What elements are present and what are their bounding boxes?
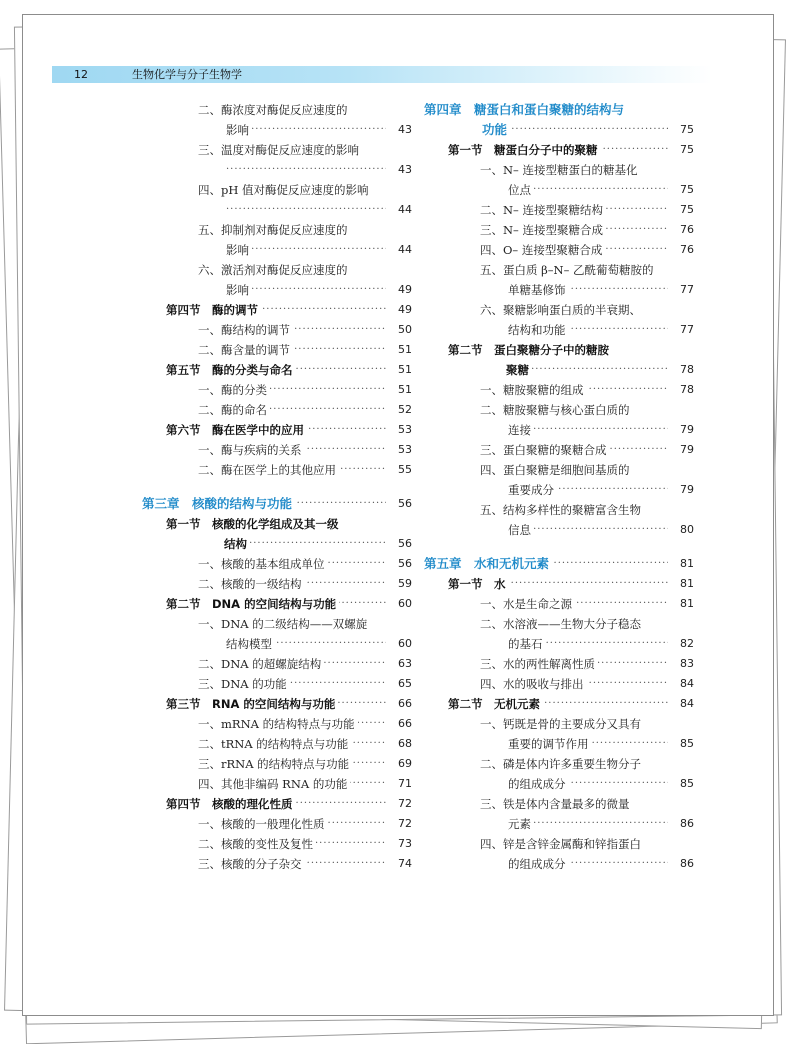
toc-item xyxy=(424,714,694,734)
toc-item-continued xyxy=(424,320,694,340)
toc-item xyxy=(142,260,412,280)
toc-entry-title: 一、核酸的一般理化性质 xyxy=(198,814,328,834)
toc-entry-title: 一、酶结构的调节 xyxy=(198,320,293,340)
toc-item-continued xyxy=(142,160,412,180)
toc-item-continued xyxy=(424,774,694,794)
toc-item-continued xyxy=(424,180,694,200)
toc-page-number: 75 xyxy=(680,123,694,136)
toc-entry-title: 四、蛋白聚糖是细胞间基质的 xyxy=(480,460,633,480)
toc-entry-title: 四、O– 连接型聚糖合成 xyxy=(480,240,605,260)
toc-entry-title: 第五章 水和无机元素 xyxy=(424,554,552,574)
toc-entry-title: 四、水的吸收与排出 xyxy=(480,674,587,694)
toc-entry-title: 六、激活剂对酶促反应速度的 xyxy=(198,260,351,280)
toc-section xyxy=(142,420,412,440)
toc-page-number: 60 xyxy=(398,597,412,610)
toc-entry-title: 的组成成分 xyxy=(508,774,569,794)
toc-page-number: 68 xyxy=(398,737,412,750)
toc-item-continued xyxy=(424,854,694,874)
toc-entry-title: 五、抑制剂对酶促反应速度的 xyxy=(198,220,351,240)
toc-entry-title: 第三节 RNA 的空间结构与功能 xyxy=(166,694,338,714)
toc-entry-title: 五、蛋白质 β–N– 乙酰葡萄糖胺的 xyxy=(480,260,657,280)
toc-page-number: 81 xyxy=(680,577,694,590)
toc-item xyxy=(142,614,412,634)
toc-entry-title: 三、温度对酶促反应速度的影响 xyxy=(198,140,362,160)
toc-item xyxy=(424,160,694,180)
toc-entry-title: 六、聚糖影响蛋白质的半衰期、 xyxy=(480,300,644,320)
toc-item-continued xyxy=(142,280,412,300)
toc-section xyxy=(424,574,694,594)
toc-page-number: 56 xyxy=(398,557,412,570)
book-title: 生物化学与分子生物学 xyxy=(132,68,242,81)
toc-entry-title: 二、tRNA 的结构特点与功能 xyxy=(198,734,351,754)
toc-item xyxy=(424,440,694,460)
toc-entry-title: 三、rRNA 的结构特点与功能 xyxy=(198,754,352,774)
toc-entry-title: 连接 xyxy=(508,420,534,440)
toc-section xyxy=(142,514,412,534)
toc-page-number: 75 xyxy=(680,203,694,216)
toc-page-number: 77 xyxy=(680,283,694,296)
toc-page-number: 79 xyxy=(680,423,694,436)
toc-page-number: 49 xyxy=(398,283,412,296)
toc-item xyxy=(424,834,694,854)
toc-entry-title: 第一节 水 xyxy=(448,574,509,594)
toc-entry-title: 一、钙既是骨的主要成分又具有 xyxy=(480,714,644,734)
toc-page-number: 44 xyxy=(398,203,412,216)
toc-chapter xyxy=(424,554,694,574)
toc-item xyxy=(142,380,412,400)
toc-section xyxy=(142,594,412,614)
toc-entry-title: 的基石 xyxy=(508,634,546,654)
toc-page-number: 86 xyxy=(680,817,694,830)
toc-page-number: 78 xyxy=(680,363,694,376)
toc-item-continued xyxy=(424,520,694,540)
toc-chapter xyxy=(424,100,694,120)
toc-entry-title: 影响 xyxy=(226,240,252,260)
toc-entry-title: 二、DNA 的超螺旋结构 xyxy=(198,654,324,674)
toc-entry-title: 影响 xyxy=(226,120,252,140)
toc-item xyxy=(424,460,694,480)
toc-entry-title: 第三章 核酸的结构与功能 xyxy=(142,494,295,514)
toc-page-number: 53 xyxy=(398,423,412,436)
toc-page-number: 79 xyxy=(680,483,694,496)
toc-item xyxy=(142,554,412,574)
toc-page-number: 52 xyxy=(398,403,412,416)
toc-page-number: 72 xyxy=(398,797,412,810)
toc-entry-title: 重要成分 xyxy=(508,480,557,500)
toc-entry-title: 第一节 糖蛋白分子中的聚糖 xyxy=(448,140,601,160)
toc-item xyxy=(142,574,412,594)
toc-page-number: 81 xyxy=(680,597,694,610)
toc-entry-title: 元素 xyxy=(508,814,534,834)
toc-item xyxy=(424,200,694,220)
toc-item xyxy=(424,240,694,260)
toc-page-number: 74 xyxy=(398,857,412,870)
toc-column-left xyxy=(142,100,412,874)
dot-leader xyxy=(226,160,386,180)
toc-entry-title: 第二节 无机元素 xyxy=(448,694,543,714)
toc-entry-title: 二、酶浓度对酶促反应速度的 xyxy=(198,100,351,120)
toc-section xyxy=(424,340,694,360)
toc-page-number: 76 xyxy=(680,223,694,236)
toc-page-number: 51 xyxy=(398,343,412,356)
toc-entry-title: 结构模型 xyxy=(226,634,275,654)
toc-item xyxy=(142,854,412,874)
toc-entry-title: 一、糖胺聚糖的组成 xyxy=(480,380,587,400)
toc-item xyxy=(142,220,412,240)
toc-entry-title: 第一节 核酸的化学组成及其一级 xyxy=(166,514,342,534)
toc-chapter xyxy=(142,494,412,514)
toc-entry-title: 第四节 核酸的理化性质 xyxy=(166,794,296,814)
toc-entry-title: 二、酶在医学上的其他应用 xyxy=(198,460,339,480)
toc-entry-title: 一、水是生命之源 xyxy=(480,594,575,614)
toc-item xyxy=(142,400,412,420)
toc-entry-title: 的组成成分 xyxy=(508,854,569,874)
toc-entry-title: 二、N– 连接型聚糖结构 xyxy=(480,200,606,220)
toc-item xyxy=(142,340,412,360)
toc-item-continued xyxy=(142,120,412,140)
toc-entry-title: 二、酶含量的调节 xyxy=(198,340,293,360)
toc-entry-title: 信息 xyxy=(508,520,534,540)
toc-page-number: 63 xyxy=(398,657,412,670)
toc-item-continued xyxy=(424,734,694,754)
toc-entry-title: 一、酶与疾病的关系 xyxy=(198,440,305,460)
toc-item xyxy=(142,460,412,480)
toc-item xyxy=(424,794,694,814)
toc-item xyxy=(424,754,694,774)
toc-item-continued xyxy=(424,280,694,300)
toc-spacer xyxy=(142,480,412,494)
toc-entry-title: 重要的调节作用 xyxy=(508,734,592,754)
toc-section xyxy=(424,140,694,160)
toc-entry-title: 四、其他非编码 RNA 的功能 xyxy=(198,774,350,794)
toc-entry-title: 三、DNA 的功能 xyxy=(198,674,290,694)
toc-page-number: 50 xyxy=(398,323,412,336)
toc-entry-title: 四、锌是含锌金属酶和锌指蛋白 xyxy=(480,834,644,854)
toc-page-number: 85 xyxy=(680,777,694,790)
toc-entry-title: 聚糖 xyxy=(506,360,532,380)
toc-section-continued xyxy=(424,360,694,380)
toc-item xyxy=(142,140,412,160)
toc-page-number: 66 xyxy=(398,697,412,710)
toc-page-number: 85 xyxy=(680,737,694,750)
toc-entry-title: 二、核酸的变性及复性 xyxy=(198,834,316,854)
toc-page-number: 76 xyxy=(680,243,694,256)
toc-entry-title: 位点 xyxy=(508,180,534,200)
toc-column-right xyxy=(424,100,694,874)
dot-leader xyxy=(226,200,386,220)
toc-item-continued xyxy=(424,814,694,834)
toc-entry-title: 第二节 蛋白聚糖分子中的糖胺 xyxy=(448,340,612,360)
toc-page-number: 65 xyxy=(398,677,412,690)
toc-item xyxy=(142,674,412,694)
toc-entry-title: 三、N– 连接型聚糖合成 xyxy=(480,220,606,240)
toc-item-continued xyxy=(424,480,694,500)
toc-item xyxy=(142,654,412,674)
toc-item xyxy=(142,714,412,734)
toc-entry-title: 二、酶的命名 xyxy=(198,400,270,420)
toc-item xyxy=(424,654,694,674)
toc-item xyxy=(424,594,694,614)
toc-item xyxy=(142,774,412,794)
toc-entry-title: 结构 xyxy=(224,534,250,554)
toc-item xyxy=(142,834,412,854)
toc-section xyxy=(142,694,412,714)
toc-entry-title: 单糖基修饰 xyxy=(508,280,569,300)
toc-page-number: 49 xyxy=(398,303,412,316)
toc-page-number: 69 xyxy=(398,757,412,770)
toc-page-number: 86 xyxy=(680,857,694,870)
toc-page-number: 81 xyxy=(680,557,694,570)
toc-page-number: 84 xyxy=(680,677,694,690)
toc-page-number: 75 xyxy=(680,183,694,196)
toc-entry-title: 影响 xyxy=(226,280,252,300)
toc-page-number: 53 xyxy=(398,443,412,456)
toc-item xyxy=(142,734,412,754)
toc-page-number: 79 xyxy=(680,443,694,456)
toc-chapter-continued xyxy=(424,120,694,140)
toc-entry-title: 一、mRNA 的结构特点与功能 xyxy=(198,714,358,734)
toc-page-number: 51 xyxy=(398,383,412,396)
toc-item-continued xyxy=(142,634,412,654)
toc-page-number: 75 xyxy=(680,143,694,156)
toc-section xyxy=(142,794,412,814)
toc-item xyxy=(424,260,694,280)
toc-entry-title: 第六节 酶在医学中的应用 xyxy=(166,420,307,440)
running-header xyxy=(52,66,712,83)
toc-entry-title: 四、pH 值对酶促反应速度的影响 xyxy=(198,180,372,200)
toc-item xyxy=(142,754,412,774)
toc-page-number: 55 xyxy=(398,463,412,476)
toc-page-number: 43 xyxy=(398,163,412,176)
page-number: 12 xyxy=(74,68,88,81)
toc-page-number: 56 xyxy=(398,537,412,550)
toc-item xyxy=(424,220,694,240)
toc-entry-title: 三、核酸的分子杂交 xyxy=(198,854,305,874)
toc-item xyxy=(424,380,694,400)
toc-page-number: 66 xyxy=(398,717,412,730)
toc-entry-title: 一、酶的分类 xyxy=(198,380,270,400)
toc-entry-title: 一、DNA 的二级结构——双螺旋 xyxy=(198,614,370,634)
toc-entry-title: 功能 xyxy=(482,120,510,140)
toc-section xyxy=(424,694,694,714)
toc-page-number: 51 xyxy=(398,363,412,376)
toc-entry-title: 三、铁是体内含量最多的微量 xyxy=(480,794,633,814)
toc-page-number: 72 xyxy=(398,817,412,830)
toc-entry-title: 第二节 DNA 的空间结构与功能 xyxy=(166,594,339,614)
toc-page-number: 71 xyxy=(398,777,412,790)
toc-page-number: 80 xyxy=(680,523,694,536)
toc-page-number: 82 xyxy=(680,637,694,650)
toc-section-continued xyxy=(142,534,412,554)
toc-page-number: 44 xyxy=(398,243,412,256)
toc-entry-title: 三、蛋白聚糖的聚糖合成 xyxy=(480,440,610,460)
toc-entry-title: 第四章 糖蛋白和蛋白聚糖的结构与 xyxy=(424,100,627,120)
toc-entry-title: 第四节 酶的调节 xyxy=(166,300,261,320)
toc-entry-title: 五、结构多样性的聚糖富含生物 xyxy=(480,500,644,520)
toc-page-number: 73 xyxy=(398,837,412,850)
toc-entry-title: 二、水溶液——生物大分子稳态 xyxy=(480,614,644,634)
toc-item xyxy=(142,440,412,460)
toc-item-continued xyxy=(424,634,694,654)
toc-entry-title: 三、水的两性解离性质 xyxy=(480,654,598,674)
toc-page-number: 56 xyxy=(398,497,412,510)
toc-item-continued xyxy=(424,420,694,440)
toc-page-number: 59 xyxy=(398,577,412,590)
toc-spacer xyxy=(424,540,694,554)
toc-entry-title: 一、核酸的基本组成单位 xyxy=(198,554,328,574)
toc-item xyxy=(142,100,412,120)
toc-item xyxy=(142,814,412,834)
toc-item xyxy=(142,180,412,200)
toc-item xyxy=(424,674,694,694)
toc-item xyxy=(424,614,694,634)
toc-item xyxy=(142,320,412,340)
toc-item-continued xyxy=(142,200,412,220)
toc-page-number: 60 xyxy=(398,637,412,650)
toc-page-number: 43 xyxy=(398,123,412,136)
toc-item-continued xyxy=(142,240,412,260)
toc-item xyxy=(424,300,694,320)
toc-section xyxy=(142,300,412,320)
toc-entry-title: 二、核酸的一级结构 xyxy=(198,574,305,594)
toc-entry-title: 一、N– 连接型糖蛋白的糖基化 xyxy=(480,160,640,180)
toc-page-number: 77 xyxy=(680,323,694,336)
toc-section xyxy=(142,360,412,380)
toc-item xyxy=(424,500,694,520)
toc-page-number: 78 xyxy=(680,383,694,396)
toc-item xyxy=(424,400,694,420)
toc-page-number: 83 xyxy=(680,657,694,670)
toc-page-number: 84 xyxy=(680,697,694,710)
toc-entry-title: 结构和功能 xyxy=(508,320,569,340)
toc-entry-title: 二、糖胺聚糖与核心蛋白质的 xyxy=(480,400,633,420)
toc-entry-title: 二、磷是体内许多重要生物分子 xyxy=(480,754,644,774)
toc-entry-title: 第五节 酶的分类与命名 xyxy=(166,360,296,380)
